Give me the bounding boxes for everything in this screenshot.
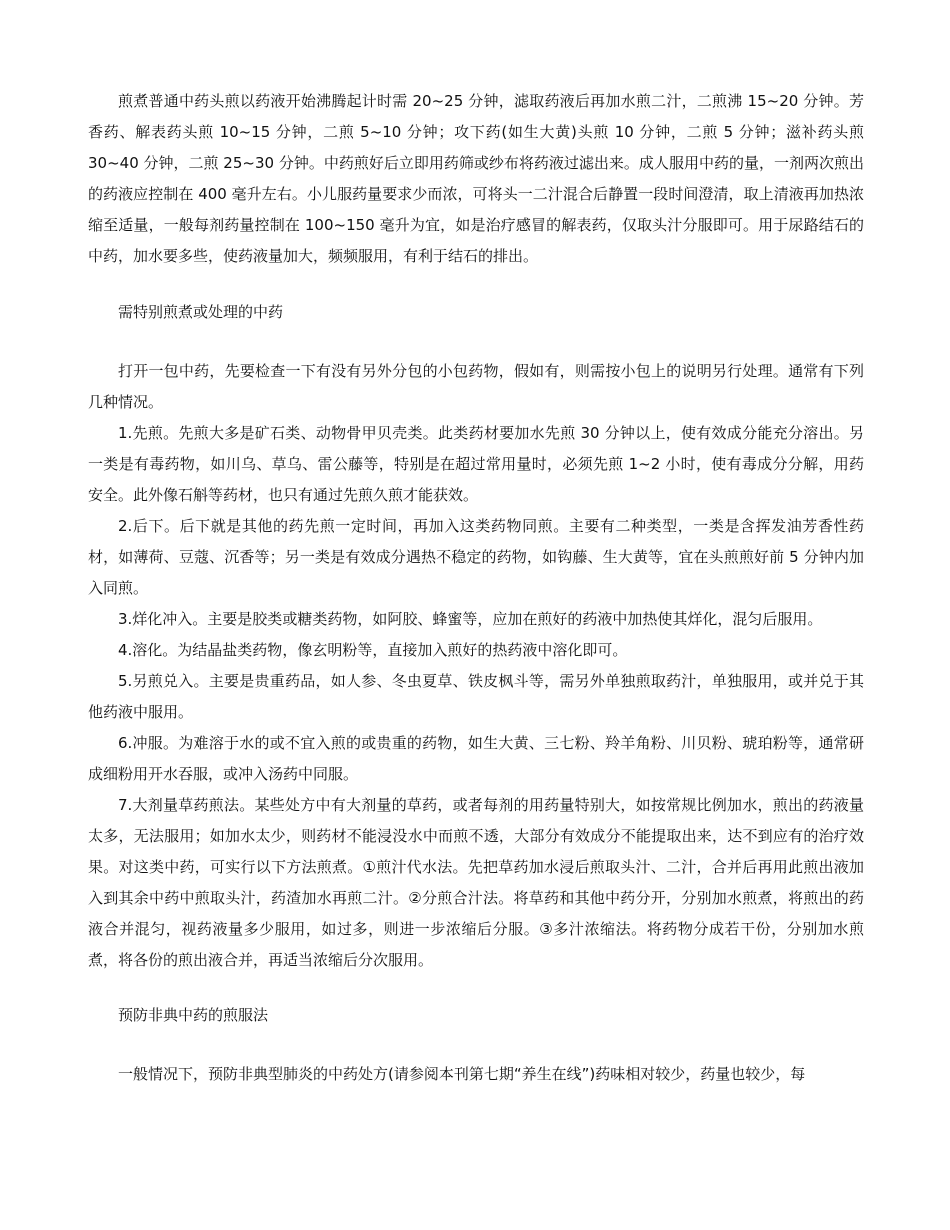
list-item-take-infused: 6.冲服。为难溶于水的或不宜入煎的或贵重的药物，如生大黄、三七粉、羚羊角粉、川贝粉、琥珀粉等，通常研成细粉用开水吞服，或冲入汤药中同服。 — [88, 734, 864, 783]
document-page — [88, 86, 864, 1090]
list-item-pre-decoct: 1.先煎。先煎大多是矿石类、动物骨甲贝壳类。此类药材要加水先煎 30 分钟以上，使有效成分能充分溶出。另一类是有毒药物，如川乌、草乌、雷公藤等，特别是在超过常用量时，必须先煎 1~2 小时，使有毒成分分解，用药安全。此外像石斛等药材，也只有通过先煎久煎才能获效。 — [88, 424, 864, 504]
list-item-large-dose: 7.大剂量草药煎法。某些处方中有大剂量的草药，或者每剂的用药量特别大，如按常规比例加水，煎出的药液量太多，无法服用；如加水太少，则药材不能浸没水中而煎不透，大部分有效成分不能提取出来，达不到应有的治疗效果。对这类中药，可实行以下方法煎煮。①煎汁代水法。先把草药加水浸后煎取头汁、二汁，合并后再用此煎出液加入到其余中药中煎取头汁，药渣加水再煎二汁。②分煎合汁法。将草药和其他中药分开，分别加水煎煮，将煎出的药液合并混匀，视药液量多少服用，如过多，则进一步浓缩后分服。③多汁浓缩法。将药物分成若干份，分别加水煎煮，将各份的煎出液合并，再适当浓缩后分次服用。 — [88, 796, 864, 969]
paragraph-intro: 打开一包中药，先要检查一下有没有另外分包的小包药物，假如有，则需按小包上的说明另行处理。通常有下列几种情况。 — [88, 362, 864, 411]
heading-sars-prevention: 预防非典中药的煎服法 — [118, 1006, 269, 1024]
paragraph-last: 一般情况下，预防非典型肺炎的中药处方(请参阅本刊第七期“养生在线”)药味相对较少，药量也较少，每 — [118, 1065, 806, 1083]
paragraph-decoction-times: 煎煮普通中药头煎以药液开始沸腾起计时需 20~25 分钟，滤取药液后再加水煎二汁，二煎沸 15~20 分钟。芳香药、解表药头煎 10~15 分钟，二煎 5~10 分钟；攻下药(如生大黄)头煎 10 分钟，二煎 5 分钟；滋补药头煎 30~40 分钟，二煎 25~30 分钟。中药煎好后立即用药筛或纱布将药液过滤出来。成人服用中药的量，一剂两次煎出的药液应控制在 400 毫升左右。小儿服药量要求少而浓，可将头一二汁混合后静置一段时间澄清，取上清液再加热浓缩至适量，一般每剂药量控制在 100~150 毫升为宜，如是治疗感冒的解表药，仅取头汁分服即可。用于尿路结石的中药，加水要多些，使药液量加大，频频服用，有利于结石的排出。 — [88, 92, 864, 265]
list-item-melt: 3.烊化冲入。主要是胶类或糖类药物，如阿胶、蜂蜜等，应加在煎好的药液中加热使其烊化，混匀后服用。 — [118, 610, 823, 628]
list-item-dissolve: 4.溶化。为结晶盐类药物，像玄明粉等，直接加入煎好的热药液中溶化即可。 — [118, 641, 628, 659]
list-item-add-later: 2.后下。后下就是其他的药先煎一定时间，再加入这类药物同煎。主要有二种类型，一类是含挥发油芳香性药材，如薄荷、豆蔻、沉香等；另一类是有效成分遇热不稳定的药物，如钩藤、生大黄等，宜在头煎煎好前 5 分钟内加入同煎。 — [88, 517, 864, 597]
heading-special-decoction: 需特别煎煮或处理的中药 — [118, 303, 284, 321]
list-item-separate-decoct: 5.另煎兑入。主要是贵重药品，如人参、冬虫夏草、铁皮枫斗等，需另外单独煎取药汁，单独服用，或并兑于其他药液中服用。 — [88, 672, 864, 721]
